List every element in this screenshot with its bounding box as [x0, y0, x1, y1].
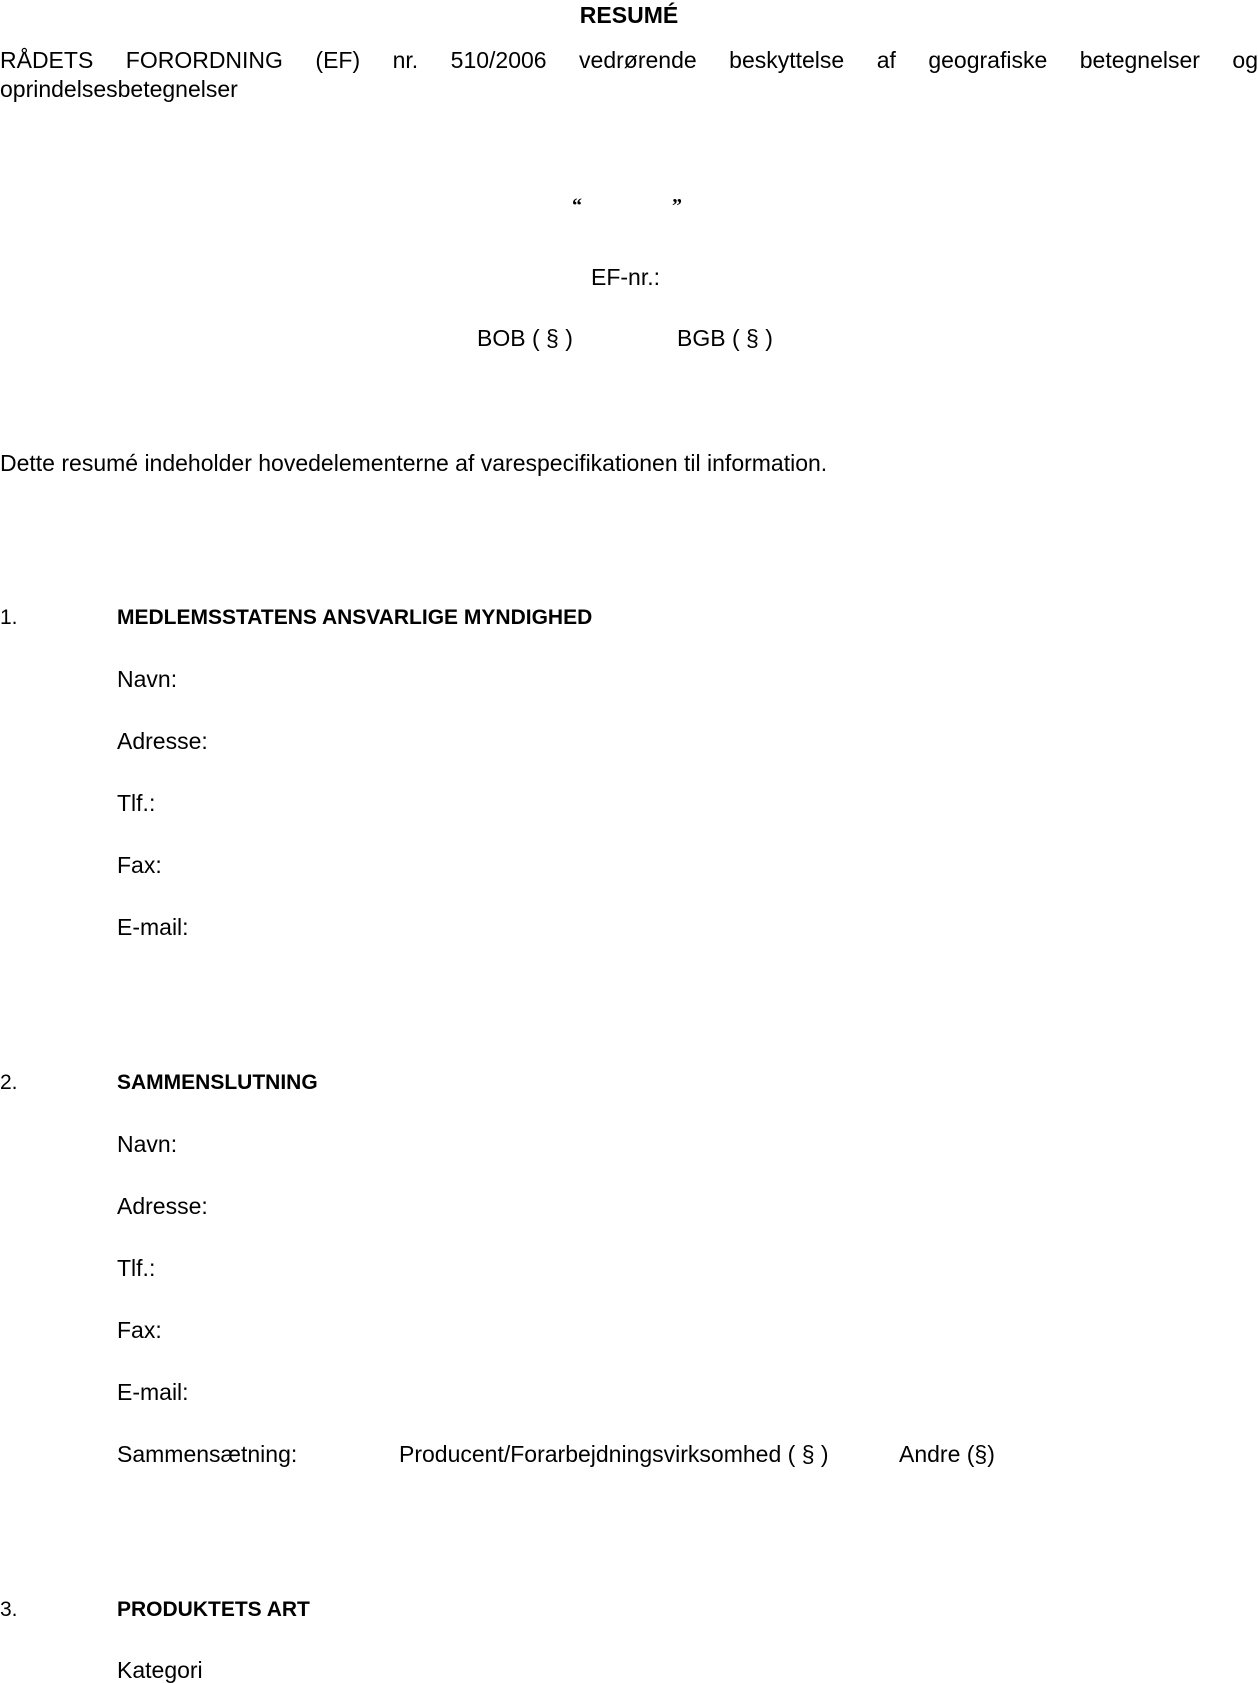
bgb-option: BGB ( § )	[677, 325, 773, 351]
field-label-email: E-mail:	[117, 914, 189, 940]
field-label-email: E-mail:	[117, 1379, 189, 1405]
intro-text: Dette resumé indeholder hovedelementerne af varespecifikationen til information.	[0, 450, 828, 476]
section-number: 1.	[0, 606, 18, 629]
page-title: RESUMÉ	[579, 2, 679, 28]
field-label-fax: Fax:	[117, 852, 162, 878]
field-label-name: Navn:	[117, 1131, 178, 1157]
section-heading: PRODUKTETS ART	[117, 1598, 310, 1621]
composition-label: Sammensætning:	[117, 1441, 298, 1467]
bob-option: BOB ( § )	[477, 325, 573, 351]
composition-option-other: Andre (§)	[899, 1441, 995, 1467]
field-label-address: Adresse:	[117, 728, 208, 754]
field-label-name: Navn:	[117, 666, 178, 692]
field-label-fax: Fax:	[117, 1317, 162, 1343]
section-heading: MEDLEMSSTATENS ANSVARLIGE MYNDIGHED	[117, 606, 593, 629]
regulation-title-line-1: RÅDETS FORORDNING (EF) nr. 510/2006 vedrørende beskyttelse af geografiske betegnelser og	[0, 47, 1258, 73]
quote-open-mark: “	[572, 195, 582, 217]
field-label-phone: Tlf.:	[117, 790, 156, 816]
composition-option-producer: Producent/Forarbejdningsvirksomhed ( § )	[399, 1441, 829, 1467]
quote-close-mark: ”	[672, 195, 682, 217]
field-label-address: Adresse:	[117, 1193, 208, 1219]
field-label-phone: Tlf.:	[117, 1255, 156, 1281]
section-heading: SAMMENSLUTNING	[117, 1071, 318, 1094]
field-label-category: Kategori	[117, 1657, 203, 1683]
regulation-title-line-2: oprindelsesbetegnelser	[0, 76, 238, 102]
section-number: 2.	[0, 1071, 18, 1094]
section-number: 3.	[0, 1598, 18, 1621]
ef-nr-label: EF-nr.:	[591, 264, 661, 290]
